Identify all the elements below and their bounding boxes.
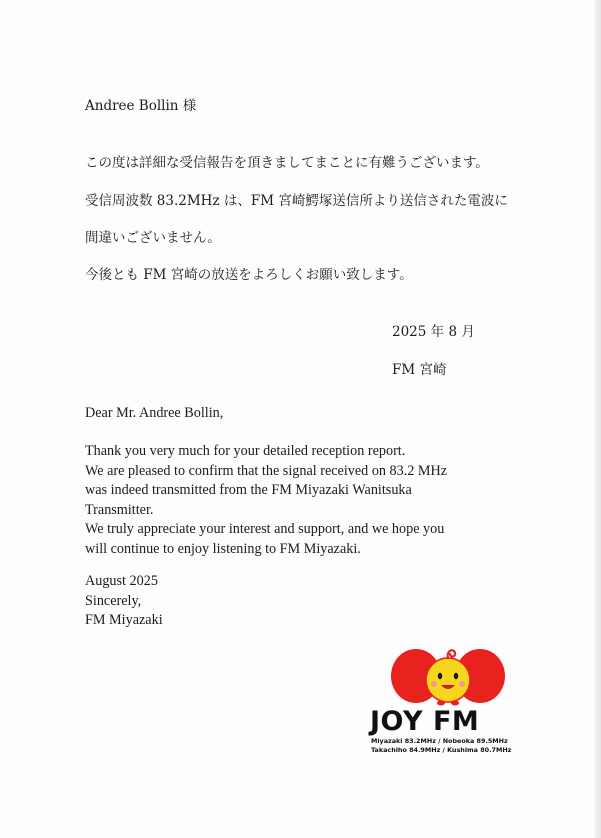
stations-line-2: Takachiho 84.9MHz / Kushima 80.7MHz: [371, 746, 512, 754]
en-closing: [85, 572, 163, 631]
jp-salutation: Andree Bollin 様: [85, 98, 197, 114]
jp-sender: FM 宮崎: [392, 362, 447, 378]
en-salutation: Dear Mr. Andree Bollin,: [85, 405, 224, 421]
closing-date: August 2025: [85, 573, 158, 589]
en-paragraph: [85, 442, 447, 560]
jp-date: 2025 年 8 月: [392, 324, 475, 340]
en-line: Transmitter.: [85, 501, 154, 518]
brand-logo-text: JOY FM: [370, 706, 480, 737]
closing-sincerely: Sincerely,: [85, 592, 142, 609]
en-line: We are pleased to confirm that the signal received on 83.2 MHz: [85, 462, 448, 479]
closing-sender: FM Miyazaki: [85, 612, 163, 629]
en-line: was indeed transmitted from the FM Miyazaki Wanitsuka: [85, 482, 412, 499]
jp-line-2: 受信周波数 83.2MHz は、FM 宮崎鰐塚送信所より送信された電波に: [85, 193, 508, 209]
jp-line-3: 間違いございません。: [85, 230, 221, 246]
stations-line-1: Miyazaki 83.2MHz / Nobeoka 89.5MHz: [371, 737, 508, 745]
en-line: We truly appreciate your interest and support, and we hope you: [85, 521, 445, 538]
joy-fm-logo: [368, 640, 528, 760]
mascot-icon: [368, 640, 528, 708]
jp-line-4: 今後とも FM 宮崎の放送をよろしくお願い致します。: [85, 267, 413, 283]
en-line: Thank you very much for your detailed reception report.: [85, 443, 406, 459]
scan-edge: [595, 0, 601, 838]
jp-line-1: この度は詳細な受信報告を頂きましてまことに有難うございます。: [85, 155, 489, 171]
en-line: will continue to enjoy listening to FM Miyazaki.: [85, 540, 361, 557]
